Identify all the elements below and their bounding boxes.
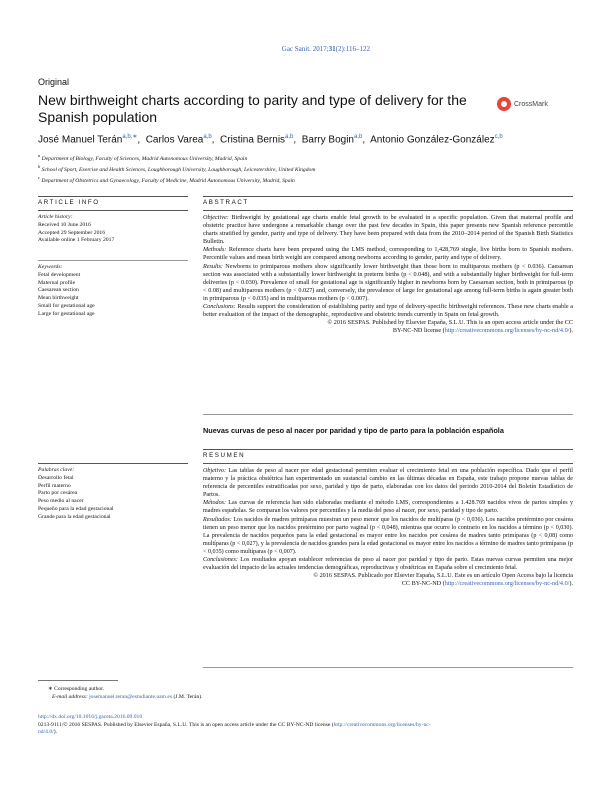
journal-name: Gac Sanit. bbox=[281, 45, 311, 53]
resumen-results: Resultados: Los nacidos de madres primíparas muestran un peso menor que los nacidos de multíparas (p < 0,036). Los nacidos pretérmino por cesárea tienen un peso menor que los nacidos pretérmino por parto vaginal (p < 0,048), mientras que ocurre lo contrario en los nacidos a término (p < 0,030). La prevalencia de nacidos pequeños para la edad gestacional es mayor entre los nacidos por cesárea de madres tanto primíparas (p < 0,08) como multíparas (p < 0,027), y la prevalencia de nacidos grandes para la edad gestacional es mayor entre los nacidos a término de madres tanto primíparas (p < 0,035) como multíparas (p < 0,007). bbox=[203, 516, 573, 555]
abstract-body bbox=[203, 214, 573, 335]
divider bbox=[203, 210, 573, 211]
email-link[interactable]: josemanuel.teran@estudiante.uam.es bbox=[89, 693, 173, 700]
resumen-conclusions: Conclusiones: Los resultados apoyan establecer referencias de peso al nacer por paridad y tipo de parto. Estas nuevas curvas permiten una mejor evaluación del impacto de las actuales tendencias demográficas, reproductivas y obstétricas en España sobre el crecimiento fetal. bbox=[203, 557, 573, 572]
keyword-item: Mean birthweight bbox=[38, 295, 79, 302]
keyword-item: Maternal profile bbox=[38, 279, 76, 286]
resumen-copyright: © 2016 SESPAS. Publicado por Elsevier España, S.L.U. Este es un artículo Open Access bajo la licencia CC BY-NC-ND (http://creativecommons.org/licenses/by-nc-nd/4.0/). bbox=[313, 572, 573, 588]
divider bbox=[203, 196, 573, 197]
palabra-item: Parto por cesárea bbox=[38, 490, 78, 497]
crossmark-label: CrossMark bbox=[514, 100, 548, 108]
article-history bbox=[38, 214, 188, 245]
author-affiliation-marker[interactable]: a,b bbox=[285, 134, 294, 140]
divider bbox=[203, 463, 573, 464]
corresponding-author-note: ∗ Corresponding author. bbox=[48, 686, 105, 692]
palabras-label: Palabras clave: bbox=[38, 467, 75, 473]
license-link[interactable]: nd/4.0/ bbox=[38, 729, 54, 735]
author-name[interactable]: José Manuel Terán bbox=[38, 134, 123, 146]
doi-link[interactable]: http://dx.doi.org/10.1016/j.gaceta.2016.09.016 bbox=[38, 714, 143, 720]
license-link[interactable]: http://creativecommons.org/licenses/by-nc- bbox=[333, 721, 431, 728]
keyword-item: Large for gestational age bbox=[38, 310, 95, 317]
email-note: E-mail address: josemanuel.teran@estudiante.uam.es (J.M. Terán). bbox=[52, 693, 203, 700]
history-item: Available online 1 February 2017 bbox=[38, 237, 115, 244]
article-title: New birthweight charts according to parity and type of delivery for the Spanish population bbox=[38, 92, 467, 125]
divider bbox=[38, 463, 188, 464]
author-affiliation-marker[interactable]: c,b bbox=[494, 134, 503, 140]
article-history-label: Article history: bbox=[38, 214, 73, 220]
crossmark-badge[interactable] bbox=[497, 93, 567, 115]
author-affiliation-marker[interactable]: a,b,∗ bbox=[122, 134, 138, 140]
author-name[interactable]: Antonio González-González bbox=[370, 134, 495, 146]
abstract-methods: Methods: Reference charts have been prepared using the LMS method, corresponding to 1,428,769 single, live births born to Spanish mothers. Percentile values and mean birth weight are compared among newborns according to gender, parity and type of delivery. bbox=[203, 246, 574, 262]
abstract-results: Results: Newborns to primiparous mothers show significantly lower birthweight than those born to multiparous mothers (p < 0.036). Caesarean section was associated with a substantially lower birthweight in preterm births (p < 0.048), and with a substantially higher birthweight for full-term deliveries (p < 0.030). Prevalence of small for gestational age is significantly higher in newborns born by Caesarean section, both in primiparous (p < 0.08) and multiparous mothers (p < 0.027) and, conversely, the prevalence of large for gestational age among full-term births is again greater both in primiparous (p < 0.035) and in multiparous mothers (p < 0.007). bbox=[203, 262, 573, 302]
affiliation-item: $^b$ School of Sport, Exercise and Health Sciences, Loughborough University, Loughborough, Leicestershire, United Kingdom bbox=[38, 163, 316, 173]
divider bbox=[38, 196, 188, 197]
author-name[interactable]: Barry Bogin bbox=[301, 134, 354, 146]
journal-year: 2017; bbox=[312, 45, 329, 53]
palabra-item: Desarrollo fetal bbox=[38, 474, 74, 481]
divider bbox=[203, 667, 573, 668]
affiliation-list bbox=[38, 152, 578, 185]
author-list: José Manuel Terán$^{a,b,∗}$, Carlos Varea$^{a,b}$, Cristina Bernis$^{a,b}$, Barry Bogin$^{a,b}$, Antonio González-González$^{c,b}$ bbox=[38, 134, 503, 146]
journal-volume: 31 bbox=[328, 45, 336, 53]
palabras-clave bbox=[38, 467, 188, 522]
footer bbox=[38, 714, 578, 737]
author-affiliation-marker[interactable]: a,b bbox=[353, 134, 363, 140]
journal-issue-pages: (2):116–122 bbox=[335, 45, 370, 53]
author-affiliation-marker[interactable]: a,b bbox=[203, 134, 212, 140]
affiliation-item: $^a$ Department of Biology, Faculty of Sciences, Madrid Autonomous University, Madrid, Spain bbox=[38, 153, 248, 162]
resumen-body bbox=[203, 467, 573, 588]
keyword-item: Caesarean section bbox=[38, 287, 79, 294]
history-item: Accepted 29 September 2016 bbox=[38, 229, 106, 236]
divider bbox=[203, 414, 573, 415]
spanish-title: Nuevas curvas de peso al nacer por paridad y tipo de parto para la población española bbox=[203, 426, 504, 435]
resumen-objective: Objetivo: Las tablas de peso al nacer por edad gestacional permiten evaluar el crecimiento fetal en una población específica. Dado que el perfil materno y la práctica obstétrica han experimentado un sustancial cambio en las últimas décadas en España, este trabajo propone nuevas tablas de referencia de percentiles estratificadas por sexo, paridad y tipo de parto, elaboradas con los datos del periodo 2010-2014 del Boletín Estadístico de Partos. bbox=[203, 468, 573, 499]
affiliation-item: $^c$ Department of Obstetrics and Gynaecology, Faculty of Medicine, Madrid Autonomous University, Madrid, Spain bbox=[38, 174, 295, 184]
palabra-item: Perfil materno bbox=[38, 482, 71, 489]
abstract-objective: Objective: Birthweight by gestational age charts enable fetal growth to be evaluated in a specific population. Given that maternal profile and obstetric practice have undergone a remarkable change over the past few decades in Spain, this paper presents new Spanish reference percentile charts stratified by gender, parity and type of delivery. They have been prepared with data from the 2010–2014 period of the Spanish Birth Statistics Bulletin. bbox=[203, 214, 574, 246]
footnotes bbox=[38, 686, 203, 701]
abstract-conclusions: Conclusions: Results support the consideration of establishing parity and type of delivery-specific birthweight references. These new charts enable a better evaluation of the impact of the demographic, reproductive and obstetric trends currently in Spain on fetal growth. bbox=[203, 303, 573, 319]
resumen-heading: RESUMEN bbox=[203, 452, 246, 459]
crossmark-icon bbox=[497, 97, 511, 111]
palabra-item: Grande para la edad gestacional bbox=[38, 513, 111, 520]
article-info-heading: ARTICLE INFO bbox=[38, 199, 100, 206]
author-name[interactable]: Cristina Bernis bbox=[220, 134, 286, 146]
keyword-item: Small for gestational age bbox=[38, 302, 95, 309]
resumen-methods: Métodos: Las curvas de referencia han sido elaboradas mediante el método LMS, correspondientes a 1.428.769 nacidos vivos de partos simples y madres españolas. Se comparan los valores por percentiles y la media del peso al nacer, por sexo, paridad y tipo de parto. bbox=[203, 500, 573, 515]
journal-reference[interactable] bbox=[282, 45, 370, 53]
divider bbox=[203, 449, 573, 450]
history-item: Received 10 June 2016 bbox=[38, 221, 91, 228]
palabra-item: Pequeño para la edad gestacional bbox=[38, 505, 114, 512]
section-type: Original bbox=[38, 77, 70, 87]
issn-line: 0213-9111/© 2016 SESPAS. Published by Elsevier España, S.L.U. This is an open access article under the CC BY-NC-ND license (http://creativecommons.org/licenses/by-nc- nd/4.0/). bbox=[38, 721, 431, 735]
divider bbox=[38, 260, 188, 261]
abstract-copyright: © 2016 SESPAS. Published by Elsevier España, S.L.U. This is an open access article under the CC BY-NC-ND license (http://creativecommons.org/licenses/by-nc-nd/4.0/). bbox=[327, 319, 573, 335]
abstract-heading: ABSTRACT bbox=[203, 199, 249, 206]
keyword-item: Fetal development bbox=[38, 271, 81, 278]
palabra-item: Peso medio al nacer bbox=[38, 498, 84, 505]
author-name[interactable]: Carlos Varea bbox=[145, 134, 204, 146]
divider bbox=[38, 210, 188, 211]
footnote-rule bbox=[38, 680, 118, 681]
keywords-label: Keywords: bbox=[38, 264, 63, 270]
license-link[interactable]: http://creativecommons.org/licenses/by-nc-nd/4.0/ bbox=[444, 580, 570, 588]
license-link[interactable]: http://creativecommons.org/licenses/by-nc-nd/4.0/ bbox=[444, 327, 570, 335]
keywords bbox=[38, 264, 188, 319]
